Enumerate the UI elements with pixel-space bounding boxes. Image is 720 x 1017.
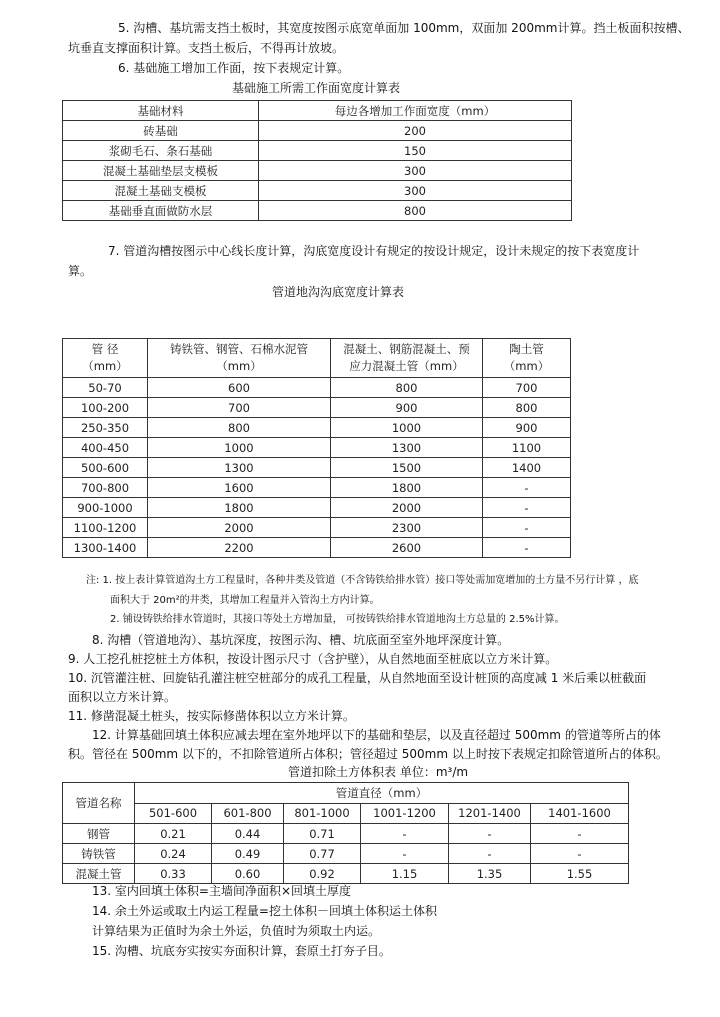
table-cell: - bbox=[449, 824, 531, 844]
range-cell: 601-800 bbox=[212, 803, 284, 824]
table-cell: 0.33 bbox=[135, 864, 212, 884]
table-cell: 混凝土基础垫层支模板 bbox=[63, 161, 259, 181]
table-cell: 1300 bbox=[331, 438, 483, 458]
table-cell: 0.24 bbox=[135, 844, 212, 864]
table-row bbox=[63, 824, 629, 844]
table-row bbox=[63, 438, 571, 458]
note-2: 2. 铺设铸铁给排水管道时，其接口等处土方增加量， 可按铸铁给排水管道地沟土方总量的 2.5%计算。 bbox=[110, 614, 565, 625]
table-cell: 0.44 bbox=[212, 824, 284, 844]
table-cell: - bbox=[361, 824, 449, 844]
note-1-line-2: 面积大于 20m²的井类，其增加工程量并入管沟土方内计算。 bbox=[110, 595, 380, 606]
table-row bbox=[63, 458, 571, 478]
pipe-name-cell: 混凝土管 bbox=[63, 864, 135, 884]
table-cell: 50-70 bbox=[63, 378, 148, 398]
table-cell: 200 bbox=[259, 121, 572, 141]
header-cell-diameter bbox=[63, 339, 148, 378]
table-cell: 300 bbox=[259, 161, 572, 181]
header-line: （mm） bbox=[216, 359, 262, 373]
table-cell: 0.49 bbox=[212, 844, 284, 864]
paragraph-14-line-1: 14. 余土外运或取土内运工程量=挖土体积－回填土体积运土体积 bbox=[92, 904, 437, 918]
table-cell: 0.92 bbox=[284, 864, 361, 884]
table-cell: 900 bbox=[331, 398, 483, 418]
table-cell: - bbox=[483, 498, 571, 518]
table-row bbox=[63, 121, 572, 141]
table-row bbox=[63, 518, 571, 538]
table-cell: 1.15 bbox=[361, 864, 449, 884]
table-header-row bbox=[63, 783, 629, 804]
table-row bbox=[63, 844, 629, 864]
table-row bbox=[63, 538, 571, 558]
table-cell: 1500 bbox=[331, 458, 483, 478]
table-cell: 500-600 bbox=[63, 458, 148, 478]
table-cell: 1300 bbox=[148, 458, 331, 478]
table-row bbox=[63, 398, 571, 418]
table-cell: 300 bbox=[259, 181, 572, 201]
table-row bbox=[63, 201, 572, 221]
table-cell: 基础垂直面做防水层 bbox=[63, 201, 259, 221]
table3-title: 管道扣除土方体积表 单位：m³/m bbox=[288, 765, 469, 779]
table-header-row bbox=[63, 339, 571, 378]
range-cell: 1001-1200 bbox=[361, 803, 449, 824]
table-row bbox=[63, 498, 571, 518]
paragraph-11: 11. 修凿混凝土桩头，按实际修凿体积以立方米计算。 bbox=[68, 709, 355, 723]
range-cell: 801-1000 bbox=[284, 803, 361, 824]
paragraph-15: 15. 沟槽、坑底夯实按实夯面积计算，套原土打夯子目。 bbox=[92, 944, 391, 958]
header-line: 铸铁管、钢管、石棉水泥管 bbox=[170, 342, 308, 356]
table-cell: 1600 bbox=[148, 478, 331, 498]
table-cell: 800 bbox=[148, 418, 331, 438]
table-cell: 900-1000 bbox=[63, 498, 148, 518]
table-cell: 1100-1200 bbox=[63, 518, 148, 538]
table-cell: 0.21 bbox=[135, 824, 212, 844]
table-cell: 混凝土基础支模板 bbox=[63, 181, 259, 201]
header-cell-diameter: 管道直径（mm） bbox=[135, 783, 629, 804]
header-cell: 每边各增加工作面宽度（mm） bbox=[259, 101, 572, 121]
table-row bbox=[63, 378, 571, 398]
paragraph-6: 6. 基础施工增加工作面，按下表规定计算。 bbox=[118, 61, 350, 75]
table-cell: 1300-1400 bbox=[63, 538, 148, 558]
table-cell: - bbox=[449, 844, 531, 864]
table-cell: 1800 bbox=[331, 478, 483, 498]
table-cell: 700-800 bbox=[63, 478, 148, 498]
table-row bbox=[63, 141, 572, 161]
table-cell: - bbox=[531, 844, 629, 864]
table-cell: 浆砌毛石、条石基础 bbox=[63, 141, 259, 161]
header-cell: 基础材料 bbox=[63, 101, 259, 121]
header-line: 应力混凝土管（mm） bbox=[349, 359, 464, 373]
header-cell-pipe-name: 管道名称 bbox=[63, 783, 135, 824]
table-cell: 900 bbox=[483, 418, 571, 438]
paragraph-14-line-2: 计算结果为正值时为余土外运，负值时为须取土内运。 bbox=[92, 924, 381, 938]
paragraph-12-line-1: 12. 计算基础回填土体积应减去埋在室外地坪以下的基础和垫层，以及直径超过 500mm 的管道等所占的体 bbox=[92, 728, 661, 742]
table2-title: 管道地沟沟底宽度计算表 bbox=[272, 285, 405, 299]
header-cell-cast-iron bbox=[148, 339, 331, 378]
paragraph-13: 13. 室内回填土体积=主墙间净面积×回填土厚度 bbox=[92, 884, 352, 898]
table-cell: - bbox=[531, 824, 629, 844]
table-row bbox=[63, 864, 629, 884]
table-cell: 2200 bbox=[148, 538, 331, 558]
table-cell: 150 bbox=[259, 141, 572, 161]
table-cell: 1100 bbox=[483, 438, 571, 458]
table-cell: 2600 bbox=[331, 538, 483, 558]
pipe-deduction-table bbox=[62, 782, 629, 884]
table-cell: 700 bbox=[148, 398, 331, 418]
pipe-name-cell: 铸铁管 bbox=[63, 844, 135, 864]
header-line: （mm） bbox=[82, 359, 128, 373]
table-cell: 1.35 bbox=[449, 864, 531, 884]
paragraph-10-line-2: 面积以立方米计算。 bbox=[68, 690, 177, 704]
paragraph-10-line-1: 10. 沉管灌注桩、回旋钻孔灌注桩空桩部分的成孔工程量，从自然地面至设计桩顶的高度减 1 米后乘以桩截面 bbox=[68, 671, 647, 685]
table-row bbox=[63, 161, 572, 181]
header-line: 陶土管 bbox=[509, 342, 544, 356]
table-row bbox=[63, 181, 572, 201]
table-cell: 800 bbox=[331, 378, 483, 398]
table-cell: 0.77 bbox=[284, 844, 361, 864]
table-cell: - bbox=[483, 538, 571, 558]
table-header-row bbox=[63, 101, 572, 121]
header-line: （mm） bbox=[503, 359, 550, 373]
table-cell: - bbox=[483, 518, 571, 538]
header-line: 管 径 bbox=[91, 342, 119, 356]
range-cell: 501-600 bbox=[135, 803, 212, 824]
paragraph-5-line-1: 5. 沟槽、基坑需支挡土板时，其宽度按图示底宽单面加 100mm，双面加 200mm计算。挡土板面积按槽、 bbox=[118, 21, 690, 35]
table-cell: 2300 bbox=[331, 518, 483, 538]
table-cell: 400-450 bbox=[63, 438, 148, 458]
trench-width-table bbox=[62, 338, 571, 558]
table-cell: 1.55 bbox=[531, 864, 629, 884]
table-cell: 1000 bbox=[331, 418, 483, 438]
paragraph-7-line-1: 7. 管道沟槽按图示中心线长度计算，沟底宽度设计有规定的按设计规定，设计未规定的按下表宽度计 bbox=[108, 244, 640, 258]
work-surface-width-table bbox=[62, 100, 572, 221]
paragraph-7-line-2: 算。 bbox=[68, 264, 93, 278]
table-cell: 250-350 bbox=[63, 418, 148, 438]
pipe-name-cell: 钢管 bbox=[63, 824, 135, 844]
table-cell: 600 bbox=[148, 378, 331, 398]
paragraph-5-line-2: 坑垂直支撑面积计算。支挡土板后，不得再计放坡。 bbox=[68, 41, 345, 55]
table-subheader-row bbox=[63, 803, 629, 824]
table1-title: 基础施工所需工作面宽度计算表 bbox=[232, 81, 401, 95]
header-line: 混凝土、钢筋混凝土、预 bbox=[343, 342, 470, 356]
table-cell: 100-200 bbox=[63, 398, 148, 418]
header-cell-clay bbox=[483, 339, 571, 378]
table-row bbox=[63, 418, 571, 438]
table-cell: - bbox=[361, 844, 449, 864]
table-cell: 1800 bbox=[148, 498, 331, 518]
table-cell: 2000 bbox=[148, 518, 331, 538]
paragraph-12-line-2: 积。管径在 500mm 以下的，不扣除管道所占体积；管径超过 500mm 以上时按下表规定扣除管道所占的体积。 bbox=[68, 747, 668, 761]
table-cell: 1000 bbox=[148, 438, 331, 458]
table-cell: 800 bbox=[483, 398, 571, 418]
table-row bbox=[63, 478, 571, 498]
table-cell: 800 bbox=[259, 201, 572, 221]
table-cell: 2000 bbox=[331, 498, 483, 518]
header-cell-concrete bbox=[331, 339, 483, 378]
table-cell: - bbox=[483, 478, 571, 498]
table-cell: 700 bbox=[483, 378, 571, 398]
note-1-line-1: 注: 1. 按上表计算管道沟土方工程量时，各种井类及管道（不含铸铁给排水管）接口等处需加宽增加的土方量不另行计算 ，底 bbox=[86, 575, 639, 586]
table-cell: 1400 bbox=[483, 458, 571, 478]
range-cell: 1401-1600 bbox=[531, 803, 629, 824]
table-cell: 砖基础 bbox=[63, 121, 259, 141]
table-cell: 0.71 bbox=[284, 824, 361, 844]
range-cell: 1201-1400 bbox=[449, 803, 531, 824]
paragraph-9: 9. 人工挖孔桩挖桩土方体积，按设计图示尺寸（含护壁），从自然地面至桩底以立方米计算。 bbox=[68, 652, 558, 666]
paragraph-8: 8. 沟槽（管道地沟）、基坑深度，按图示沟、槽、坑底面至室外地坪深度计算。 bbox=[92, 633, 510, 647]
table-cell: 0.60 bbox=[212, 864, 284, 884]
